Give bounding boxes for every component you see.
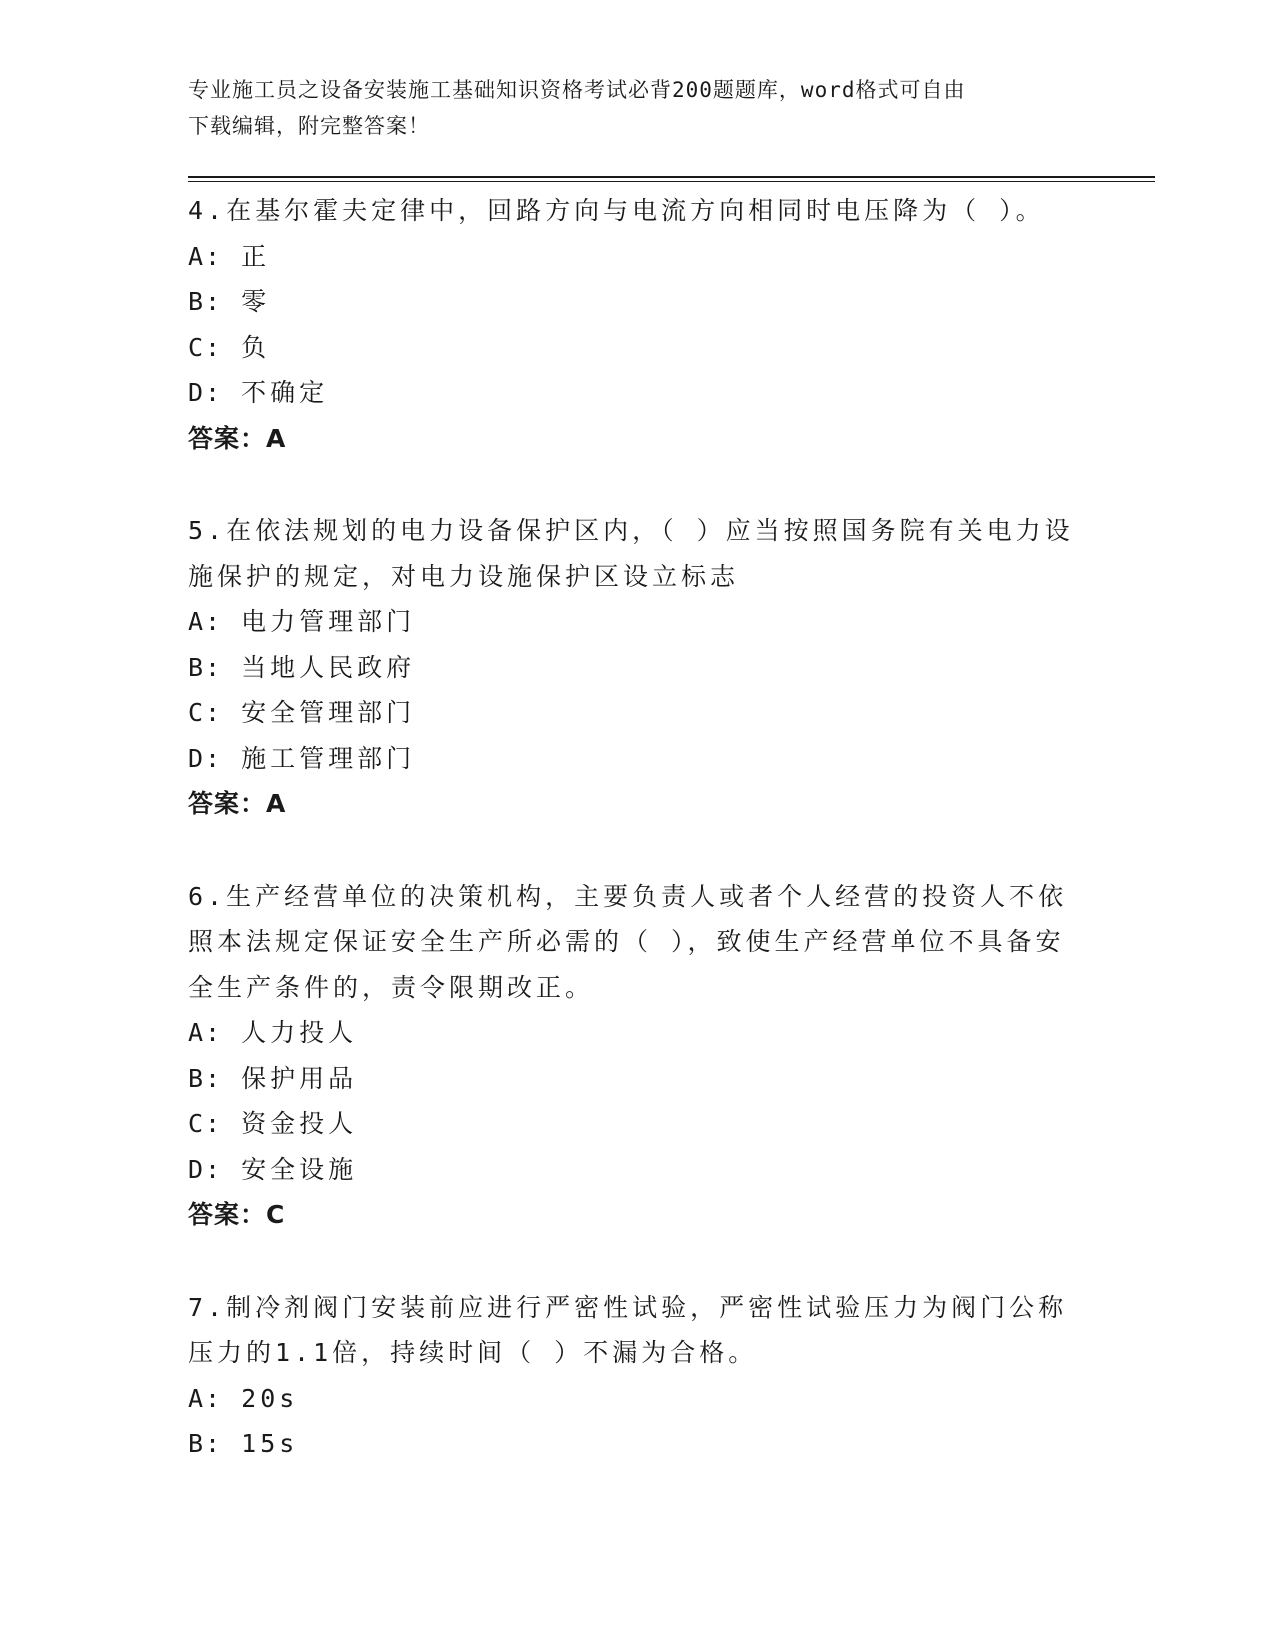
header-divider-thick (188, 176, 1155, 178)
question-list (188, 188, 1088, 1514)
option-text: 安全管理部门 (241, 698, 416, 727)
document-header (188, 72, 1088, 144)
answer-line: 答案：A (188, 789, 287, 818)
question-text: 全生产条件的，责令限期改正。 (188, 972, 595, 1002)
option-label: A: (188, 1383, 223, 1413)
question-5 (188, 508, 1088, 827)
option-label: C: (188, 332, 223, 362)
option-c (188, 325, 1088, 371)
question-text: 压力的1.1倍，持续时间（ ）不漏为合格。 (188, 1338, 758, 1367)
header-line: 下载编辑，附完整答案！ (188, 114, 430, 138)
option-b (188, 279, 1088, 325)
option-d (188, 736, 1088, 782)
option-text: 安全设施 (241, 1154, 358, 1184)
question-text: 照本法规定保证安全生产所必需的（ ），致使生产经营单位不具备安 (188, 927, 1065, 956)
question-6 (188, 874, 1088, 1238)
option-label: A: (188, 607, 223, 636)
question-text: 4.在基尔霍夫定律中，回路方向与电流方向相同时电压降为（ ）。 (188, 196, 1045, 225)
option-label: C: (188, 1109, 223, 1138)
option-a (188, 599, 1088, 645)
option-text: 20s (241, 1383, 299, 1413)
option-a (188, 234, 1088, 280)
option-text: 电力管理部门 (241, 607, 416, 636)
option-text: 正 (241, 241, 271, 271)
question-text: 7.制冷剂阀门安装前应进行严密性试验，严密性试验压力为阀门公称 (188, 1292, 1068, 1322)
option-c (188, 1101, 1088, 1147)
header-divider-thin (188, 181, 1155, 182)
answer-line: 答案：A (188, 423, 287, 453)
option-label: B: (188, 287, 223, 316)
option-text: 人力投人 (241, 1018, 358, 1047)
option-label: D: (188, 1154, 223, 1184)
option-label: B: (188, 1063, 223, 1093)
option-label: D: (188, 378, 223, 407)
option-label: B: (188, 1429, 223, 1458)
option-d (188, 370, 1088, 416)
option-b (188, 1056, 1088, 1102)
option-label: C: (188, 698, 223, 727)
option-a (188, 1010, 1088, 1056)
answer-line: 答案：C (188, 1200, 286, 1229)
option-text: 当地人民政府 (241, 652, 416, 682)
option-c (188, 690, 1088, 736)
option-label: B: (188, 652, 223, 682)
question-4 (188, 188, 1088, 461)
option-label: D: (188, 743, 223, 773)
option-a (188, 1376, 1088, 1422)
header-line: 专业施工员之设备安装施工基础知识资格考试必背200题题库，word格式可自由 (188, 78, 966, 102)
option-b (188, 1421, 1088, 1467)
option-text: 负 (241, 332, 271, 362)
option-text: 零 (241, 287, 271, 316)
option-text: 保护用品 (241, 1063, 358, 1093)
option-text: 不确定 (241, 378, 329, 407)
question-text: 6.生产经营单位的决策机构，主要负责人或者个人经营的投资人不依 (188, 881, 1068, 911)
question-7 (188, 1285, 1088, 1467)
option-text: 资金投人 (241, 1109, 358, 1138)
option-label: A: (188, 241, 223, 271)
question-text: 5.在依法规划的电力设备保护区内，（ ）应当按照国务院有关电力设 (188, 516, 1074, 545)
option-text: 施工管理部门 (241, 743, 416, 773)
option-text: 15s (241, 1429, 299, 1458)
question-text: 施保护的规定，对电力设施保护区设立标志 (188, 561, 740, 591)
option-b (188, 645, 1088, 691)
option-label: A: (188, 1018, 223, 1047)
option-d (188, 1147, 1088, 1193)
